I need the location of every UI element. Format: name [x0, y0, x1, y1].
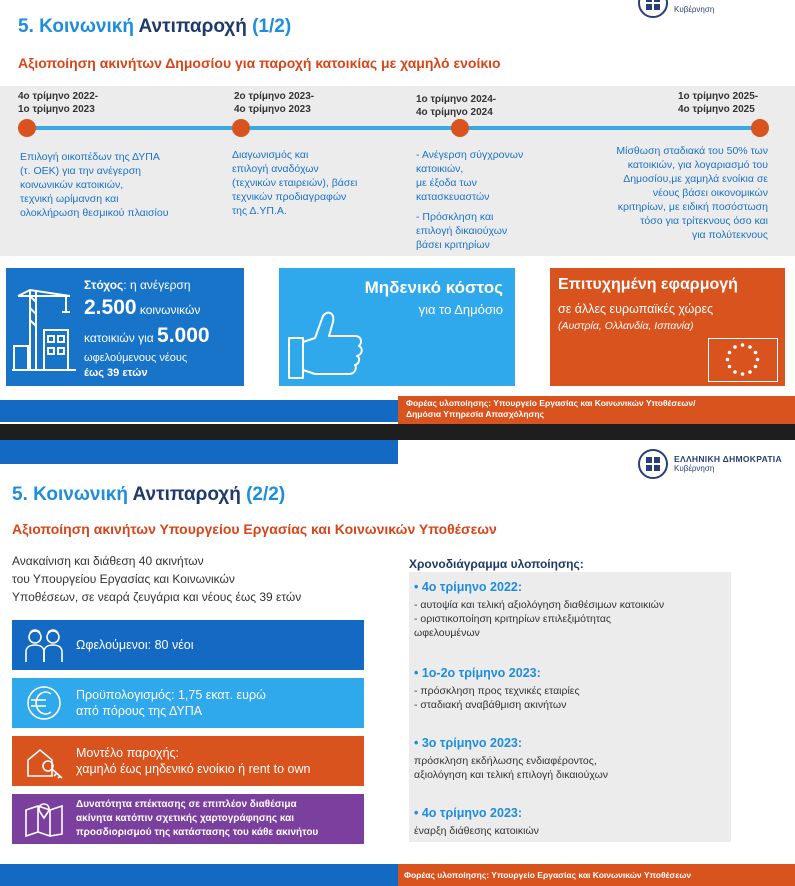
- slide-separator: [0, 424, 795, 440]
- page-title: [18, 16, 291, 38]
- title-prefix: 5. Κοινωνική: [12, 484, 128, 505]
- people-icon: [24, 626, 64, 664]
- zero-cost-sub: για το Δημόσιο: [418, 302, 503, 317]
- construction-crane-icon: [10, 286, 80, 372]
- zero-cost-card: [279, 268, 515, 386]
- thumbs-up-icon: [285, 308, 365, 382]
- greek-emblem-icon: [638, 0, 668, 18]
- footer-bar-blue: [0, 864, 398, 886]
- success-sub: σε άλλες ευρωπαϊκές χώρες: [558, 302, 714, 316]
- goal-line-2: 2.500 κοινωνικών: [84, 296, 201, 319]
- eu-flag-icon: [708, 338, 778, 382]
- page-title: [12, 484, 285, 506]
- goal-line-5: έως 39 ετών: [84, 367, 148, 379]
- timeline-desc: Επιλογή οικοπέδων της ΔΥΠΑ (τ. ΟΕΚ) για την ανέγερση κοινωνικών κατοικιών, τεχνική ωρίμανση και ολοκλήρωση θεσμικού πλαισίου: [20, 151, 169, 219]
- page-subtitle: Αξιοποίηση ακινήτων Δημοσίου για παροχή κατοικίας με χαμηλό ενοίκιο: [18, 55, 501, 71]
- implementation-body: Φορέας υλοποίησης: Υπουργείο Εργασίας και Κοινωνικών Υποθέσεων: [404, 870, 692, 880]
- success-card: [550, 268, 785, 386]
- greek-emblem-icon: [638, 449, 668, 479]
- schedule-item: πρόσκληση εκδήλωσης ενδιαφέροντος, αξιολόγηση και τελική επιλογή δικαιούχων: [414, 755, 609, 781]
- euro-icon: [24, 684, 64, 722]
- gov-sub: Κυβέρνηση: [674, 5, 715, 14]
- gov-name: ΕΛΛΗΝΙΚΗ ΔΗΜΟΚΡΑΤΙΑ: [674, 454, 782, 464]
- gov-logo: [638, 0, 714, 18]
- title-mid: Αντιπαροχή: [133, 16, 247, 37]
- implementation-body: Φορέας υλοποίησης: Υπουργείο Εργασίας και Κοινωνικών Υποθέσεων/ Δημόσια Υπηρεσία Απασχόλησης: [406, 398, 696, 419]
- title-mid: Αντιπαροχή: [127, 484, 241, 505]
- schedule-item: - πρόσκληση προς τεχνικές εταιρίες - σταδιακή αναβάθμιση ακινήτων: [414, 685, 580, 711]
- budget-box: Προϋπολογισμός: 1,75 εκατ. ευρώ από πόρους της ΔΥΠΑ: [12, 678, 364, 728]
- expansion-box: Δυνατότητα επέκτασης σε επιπλέον διαθέσιμα ακίνητα κατόπιν σχετικής χαρτογράφησης και προσδιορισμού της κατάστασης του κάθε ακινήτου: [12, 794, 364, 844]
- schedule-title: Χρονοδιάγραμμα υλοποίησης:: [409, 557, 584, 571]
- timeline-desc: Διαγωνισμός και επιλογή αναδόχων (τεχνικών εταιρειών), βάσει τεχνικών προδιαγραφών της Δ.ΥΠ.Α.: [232, 149, 358, 217]
- goal-number-1: 2.500: [84, 296, 137, 319]
- gov-logo: [638, 449, 782, 479]
- timeline-dot: [451, 119, 469, 137]
- slide-1: [0, 0, 795, 424]
- timeline-date: 1ο τρίμηνο 2024- 4ο τρίμηνο 2024: [416, 94, 497, 118]
- title-suffix: (2/2): [240, 484, 286, 505]
- page-subtitle: Αξιοποίηση ακινήτων Υπουργείου Εργασίας και Κοινωνικών Υποθέσεων: [12, 521, 497, 537]
- timeline-dot: [18, 119, 36, 137]
- map-pin-icon: [24, 800, 64, 838]
- timeline-date: 4ο τρίμηνο 2022- 1ο τρίμηνο 2023: [18, 91, 99, 115]
- footer-bar-blue: [0, 400, 398, 422]
- gov-sub: Κυβέρνηση: [674, 464, 715, 473]
- goal-line-4: ωφελούμενους νέους: [84, 352, 188, 364]
- schedule-heading: • 4ο τρίμηνο 2022:: [414, 580, 523, 594]
- schedule-item: - αυτοψία και τελική αξιολόγηση διαθέσιμων κατοικιών - οριστικοποίηση κριτηρίων επιλεξιμότητας ωφελουμένων: [414, 599, 665, 639]
- header-bar-blue: [0, 440, 398, 464]
- goal-line-1: Στόχος: η ανέγερση: [84, 278, 191, 292]
- schedule-item: έναρξη διάθεσης κατοικιών: [414, 825, 539, 837]
- timeline-desc: - Ανέγερση σύγχρονων κατοικιών, με έξοδα των κατασκευαστών - Πρόσκληση και επιλογή δικαιούχων βάσει κριτηρίων: [416, 149, 524, 251]
- timeline-dot: [232, 119, 250, 137]
- schedule-heading: • 3ο τρίμηνο 2023:: [414, 736, 523, 750]
- title-suffix: (1/2): [246, 16, 292, 37]
- beneficiaries-box: Ωφελούμενοι: 80 νέοι: [12, 620, 364, 670]
- zero-cost-title: Μηδενικό κόστος: [364, 278, 503, 297]
- schedule-heading: • 4ο τρίμηνο 2023:: [414, 806, 523, 820]
- key-house-icon: [24, 742, 64, 780]
- intro-text: Ανακαίνιση και διάθεση 40 ακινήτων του Υπουργείου Εργασίας και Κοινωνικών Υποθέσεων, σε νεαρά ζευγάρια και νέους έως 39 ετών: [12, 554, 302, 604]
- goal-line-3: κατοικιών για 5.000: [84, 324, 210, 347]
- success-countries: (Αυστρία, Ολλανδία, Ισπανία): [558, 320, 694, 332]
- timeline-date: 1ο τρίμηνο 2025- 4ο τρίμηνο 2025: [678, 91, 759, 115]
- timeline-date: 2ο τρίμηνο 2023- 4ο τρίμηνο 2023: [234, 91, 315, 115]
- goal-card: [6, 268, 244, 386]
- goal-number-2: 5.000: [157, 324, 210, 347]
- success-title: Επιτυχημένη εφαρμογή: [558, 276, 738, 293]
- delivery-model-box: Μοντέλο παροχής: χαμηλό έως μηδενικό ενοίκιο ή rent to own: [12, 736, 364, 786]
- title-prefix: 5. Κοινωνική: [18, 16, 134, 37]
- timeline-dot: [751, 119, 769, 137]
- schedule-heading: • 1ο-2ο τρίμηνο 2023:: [414, 666, 541, 680]
- timeline-line: [26, 126, 760, 130]
- timeline-desc: Μίσθωση σταδιακά του 50% των κατοικιών, για λογαριασμό του Δημοσίου,με χαμηλά ενοίκια σε νέους βάσει οικονομικών κριτηρίων, με ειδική ποσόστωση τόσο για τρίτεκνους όσο και για πολύτεκνους: [616, 145, 768, 241]
